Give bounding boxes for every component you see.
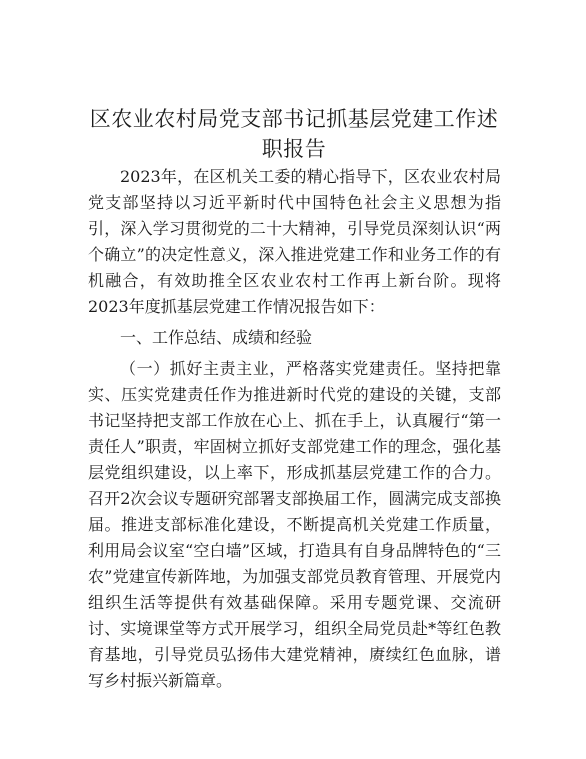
section-heading: 一、工作总结、成绩和经验 [120,328,313,347]
document-body [88,164,501,694]
intro-paragraph: 2023年，在区机关工委的精心指导下，区农业农村局党支部坚持以习近平新时代中国特色社会主义思想为指引，深入学习贯彻党的二十大精神，引导党员深刻认识“两个确立”的决定性意义，深入推进党建工作和业务工作的有机融合，有效助推全区农业农村工作再上新台阶。现将2023年度抓基层党建工作情况报告如下： [88,167,501,316]
document-title: 区农业农村局党支部书记抓基层党建工作述职报告 [89,107,499,161]
section-paragraph: （一）抓好主责主业，严格落实党建责任。坚持把靠实、压实党建责任作为推进新时代党的建设的关键，支部书记坚持把支部工作放在心上、抓在手上，认真履行“第一责任人”职责，牢固树立抓好支部党建工作的理念，强化基层党组织建设，以上率下，形成抓基层党建工作的合力。召开2次会议专题研究部署支部换届工作，圆满完成支部换届。推进支部标准化建设，不断提高机关党建工作质量，利用局会议室“空白墙”区域，打造具有自身品牌特色的“三农”党建宣传新阵地，为加强支部党员教育管理、开展党内组织生活等提供有效基础保障。采用专题党课、交流研讨、实境课堂等方式开展学习，组织全局党员赴*等红色教育基地，引导党员弘扬伟大建党精神，赓续红色血脉，谱写乡村振兴新篇章。 [88,359,501,690]
